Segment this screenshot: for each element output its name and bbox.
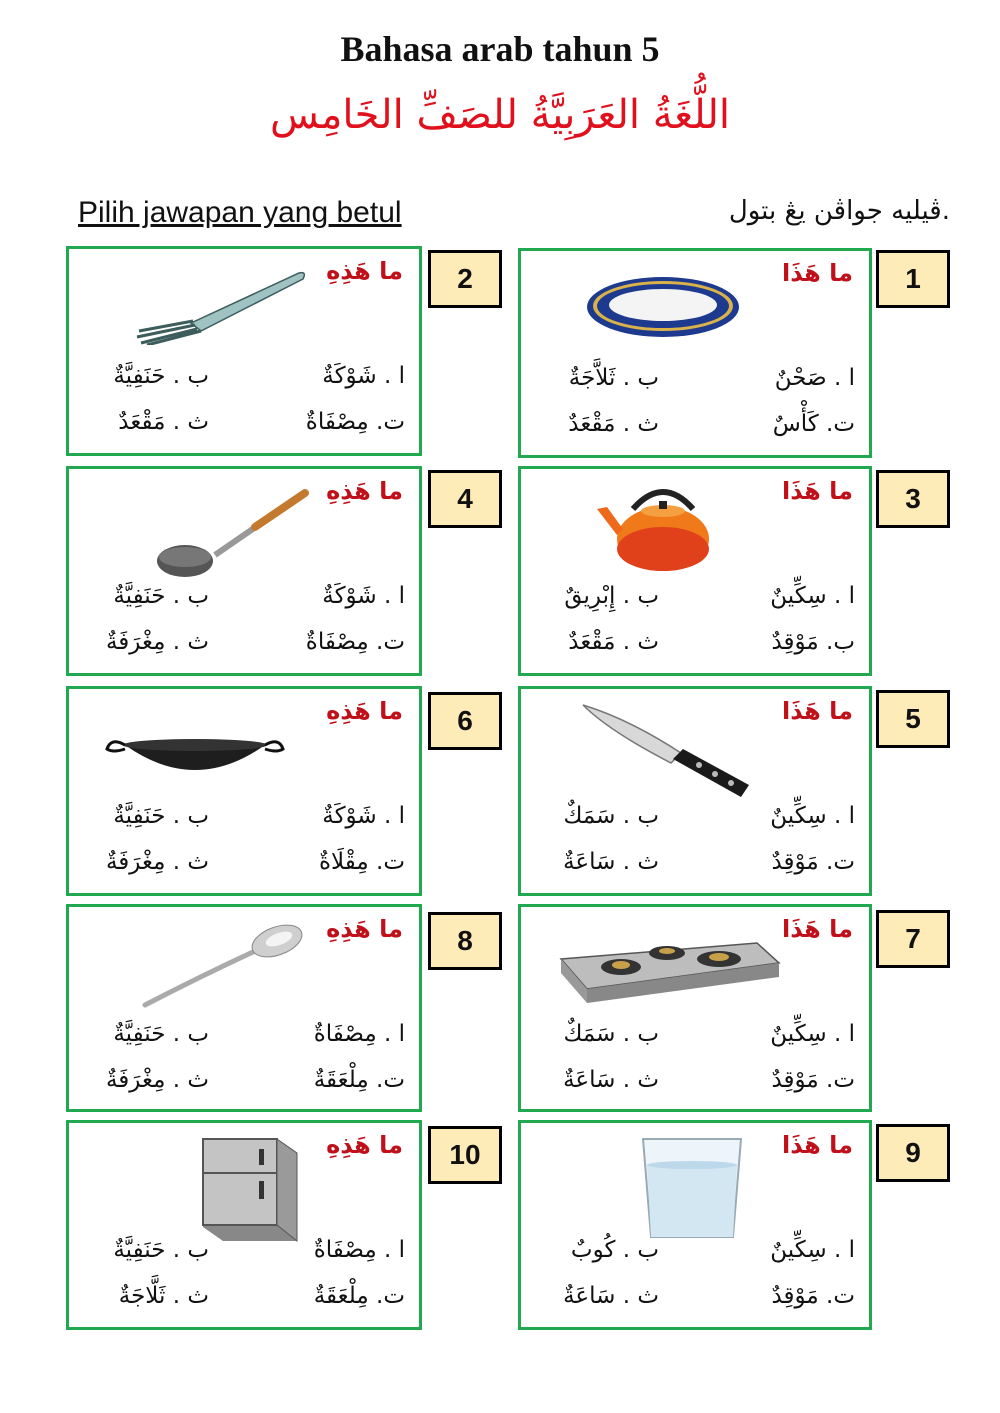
option-d[interactable]: ث . سَاعَةٌ xyxy=(563,1283,659,1309)
question-number-9: 9 xyxy=(876,1124,950,1182)
arabic-subtitle: اللُّغَةُ العَرَبِيَّةُ للصَفِّ الخَامِس xyxy=(270,92,730,138)
option-a[interactable]: ا . مِصْفَاةٌ xyxy=(313,1237,405,1263)
question-number-5: 5 xyxy=(876,690,950,748)
option-d[interactable]: ث . ثَلَّاجَةٌ xyxy=(118,1283,209,1309)
question-prompt: ما هَذِهِ xyxy=(326,257,403,285)
option-d[interactable]: ث . سَاعَةٌ xyxy=(563,1067,659,1093)
option-c[interactable]: ت. مَوْقِدٌ xyxy=(771,1067,855,1093)
option-b[interactable]: ب . ثَلاَّجَةٌ xyxy=(568,365,659,391)
question-prompt: ما هَذَا xyxy=(782,697,853,725)
option-a[interactable]: ا . شَوْكَةٌ xyxy=(322,583,405,609)
option-b[interactable]: ب . حَنَفِيَّةٌ xyxy=(113,803,209,829)
option-c[interactable]: ت. مِلْعَقَةٌ xyxy=(313,1283,405,1309)
question-prompt: ما هَذَا xyxy=(782,259,853,287)
question-card-7 xyxy=(518,904,872,1112)
option-b[interactable]: ب . سَمَكٌ xyxy=(563,1021,659,1047)
knife-icon xyxy=(579,701,749,801)
question-prompt: ما هَذَا xyxy=(782,477,853,505)
option-c[interactable]: ت. مِقْلَاةٌ xyxy=(318,849,405,875)
option-b[interactable]: ب . حَنَفِيَّةٌ xyxy=(113,1237,209,1263)
option-b[interactable]: ب . حَنَفِيَّةٌ xyxy=(113,363,209,389)
option-b[interactable]: ب . حَنَفِيَّةٌ xyxy=(113,1021,209,1047)
question-number-3: 3 xyxy=(876,470,950,528)
option-b[interactable]: ب . إِبْرِيقٌ xyxy=(564,583,659,609)
question-prompt: ما هَذِهِ xyxy=(326,697,403,725)
option-a[interactable]: ا . سِكِّينٌ xyxy=(770,583,855,609)
option-c[interactable]: ت. مِلْعَقَةٌ xyxy=(313,1067,405,1093)
option-b[interactable]: ب . حَنَفِيَّةٌ xyxy=(113,583,209,609)
wok-icon xyxy=(105,735,285,785)
question-prompt: ما هَذِهِ xyxy=(326,1131,403,1159)
page-title: Bahasa arab tahun 5 xyxy=(340,29,660,69)
question-prompt: ما هَذَا xyxy=(782,915,853,943)
option-a[interactable]: ا . صَحْنٌ xyxy=(774,365,855,391)
option-d[interactable]: ث . مَقْعَدٌ xyxy=(568,411,659,437)
spoon-icon xyxy=(139,921,309,1011)
option-a[interactable]: ا . سِكِّينٌ xyxy=(770,803,855,829)
kettle-icon xyxy=(593,479,733,577)
option-b[interactable]: ب . سَمَكٌ xyxy=(563,803,659,829)
question-card-1 xyxy=(518,248,872,458)
question-card-8 xyxy=(66,904,422,1112)
question-number-4: 4 xyxy=(428,470,502,528)
instruction-jawi: .ڤيليه جواڤن يڠ بتول xyxy=(728,196,950,226)
option-d[interactable]: ث . مَقْعَدٌ xyxy=(568,629,659,655)
option-c[interactable]: ب. مَوْقِدٌ xyxy=(771,629,855,655)
option-a[interactable]: ا . مِصْفَاةٌ xyxy=(313,1021,405,1047)
option-a[interactable]: ا . سِكِّينٌ xyxy=(770,1237,855,1263)
instruction-malay: Pilih jawapan yang betul xyxy=(78,196,402,229)
question-prompt: ما هَذَا xyxy=(782,1131,853,1159)
ladle-icon xyxy=(155,485,315,585)
question-number-2: 2 xyxy=(428,250,502,308)
gas-stove-icon xyxy=(557,929,783,1005)
question-card-5 xyxy=(518,686,872,896)
question-number-7: 7 xyxy=(876,910,950,968)
question-number-10: 10 xyxy=(428,1126,502,1184)
option-d[interactable]: ث . مِغْرَفَةٌ xyxy=(105,629,209,655)
option-a[interactable]: ا . سِكِّينٌ xyxy=(770,1021,855,1047)
question-number-6: 6 xyxy=(428,692,502,750)
question-prompt: ما هَذِهِ xyxy=(326,915,403,943)
option-d[interactable]: ث . مِغْرَفَةٌ xyxy=(105,849,209,875)
question-card-3 xyxy=(518,466,872,676)
option-d[interactable]: ث . مَقْعَدٌ xyxy=(118,409,209,435)
fork-icon xyxy=(131,265,311,345)
question-number-1: 1 xyxy=(876,250,950,308)
question-card-2 xyxy=(66,246,422,456)
question-prompt: ما هَذِهِ xyxy=(326,477,403,505)
option-c[interactable]: ت. مَوْقِدٌ xyxy=(771,1283,855,1309)
question-card-4 xyxy=(66,466,422,676)
water-glass-icon xyxy=(639,1135,745,1241)
option-c[interactable]: ت. مِصْفَاةٌ xyxy=(305,629,405,655)
option-c[interactable]: ت. مِصْفَاةٌ xyxy=(305,409,405,435)
refrigerator-icon xyxy=(193,1133,303,1245)
question-card-10 xyxy=(66,1120,422,1330)
question-number-8: 8 xyxy=(428,912,502,970)
plate-icon xyxy=(583,271,743,343)
option-a[interactable]: ا . شَوْكَةٌ xyxy=(322,803,405,829)
option-d[interactable]: ث . مِغْرَفَةٌ xyxy=(105,1067,209,1093)
option-c[interactable]: ت. مَوْقِدٌ xyxy=(771,849,855,875)
question-card-6 xyxy=(66,686,422,896)
option-a[interactable]: ا . شَوْكَةٌ xyxy=(322,363,405,389)
question-card-9 xyxy=(518,1120,872,1330)
option-c[interactable]: ت. كَأْسٌ xyxy=(772,411,855,437)
option-d[interactable]: ث . سَاعَةٌ xyxy=(563,849,659,875)
option-b[interactable]: ب . كُوبٌ xyxy=(570,1237,659,1263)
